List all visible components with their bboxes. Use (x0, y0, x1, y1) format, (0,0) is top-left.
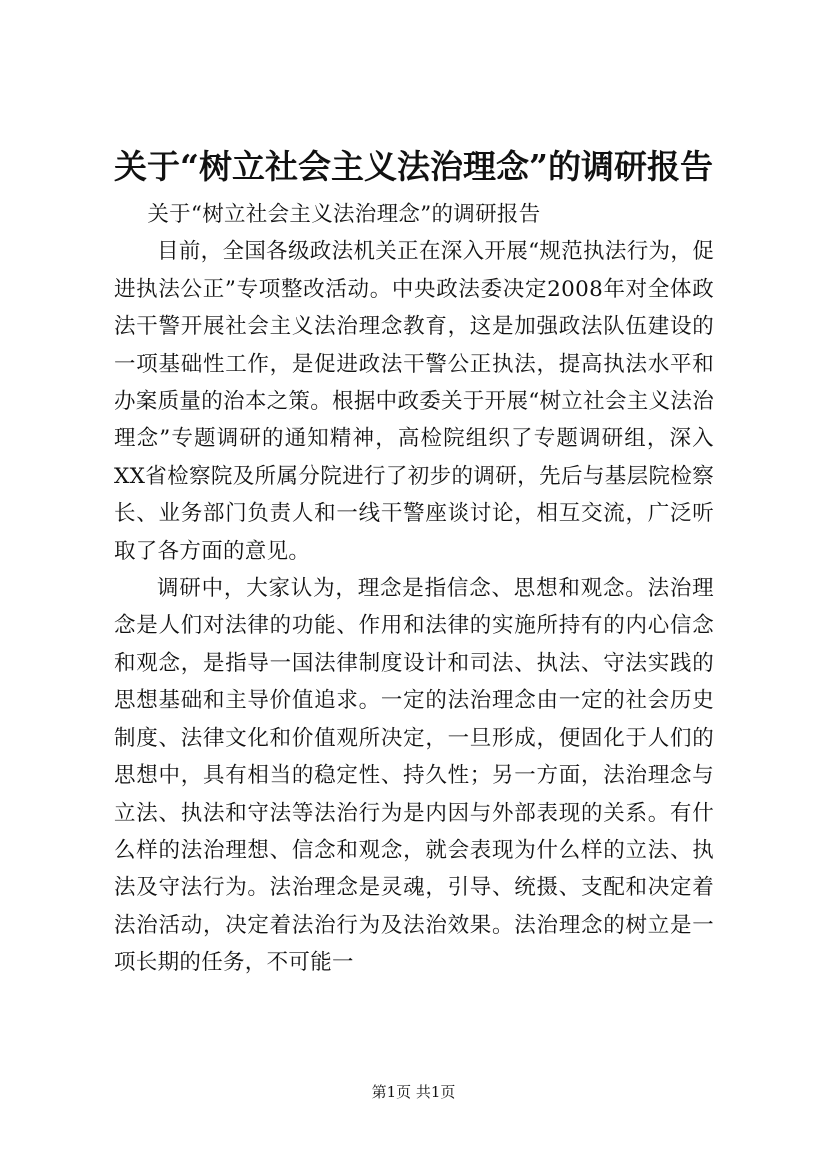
document-subtitle: 关于“树立社会主义法治理念”的调研报告 (147, 202, 541, 227)
paragraph-2: 调研中，大家认为，理念是指信念、思想和观念。法治理念是人们对法律的功能、作用和法律的实施所持有的内心信念和观念，是指导一国法律制度设计和司法、执法、守法实践的思想基础和主导价值追求。一定的法治理念由一定的社会历史制度、法律文化和价值观所决定，一旦形成，便固化于人们的思想中，具有相当的稳定性、持久性；另一方面，法治理念与立法、执法和守法等法治行为是内因与外部表现的关系。有什么样的法治理想、信念和观念，就会表现为什么样的立法、执法及守法行为。法治理念是灵魂，引导、统摄、支配和决定着法治活动，决定着法治行为及法治效果。法治理念的树立是一项长期的任务，不可能一 (114, 576, 714, 976)
paragraph-1: 目前，全国各级政法机关正在深入开展“规范执法行为，促进执法公正”专项整改活动。中央政法委决定2008年对全体政法干警开展社会主义法治理念教育，这是加强政法队伍建设的一项基础性工作，是促进政法干警公正执法，提高执法水平和办案质量的治本之策。根据中政委关于开展“树立社会主义法治理念”专题调研的通知精神，高检院组织了专题调研组，深入XX省检察院及所属分院进行了初步的调研，先后与基层院检察长、业务部门负责人和一线干警座谈讨论，相互交流，广泛听取了各方面的意见。 (114, 239, 714, 564)
page-footer: 第1页 共1页 (371, 1083, 456, 1101)
document-body (114, 196, 714, 982)
document-title: 关于“树立社会主义法治理念”的调研报告 (114, 147, 713, 186)
